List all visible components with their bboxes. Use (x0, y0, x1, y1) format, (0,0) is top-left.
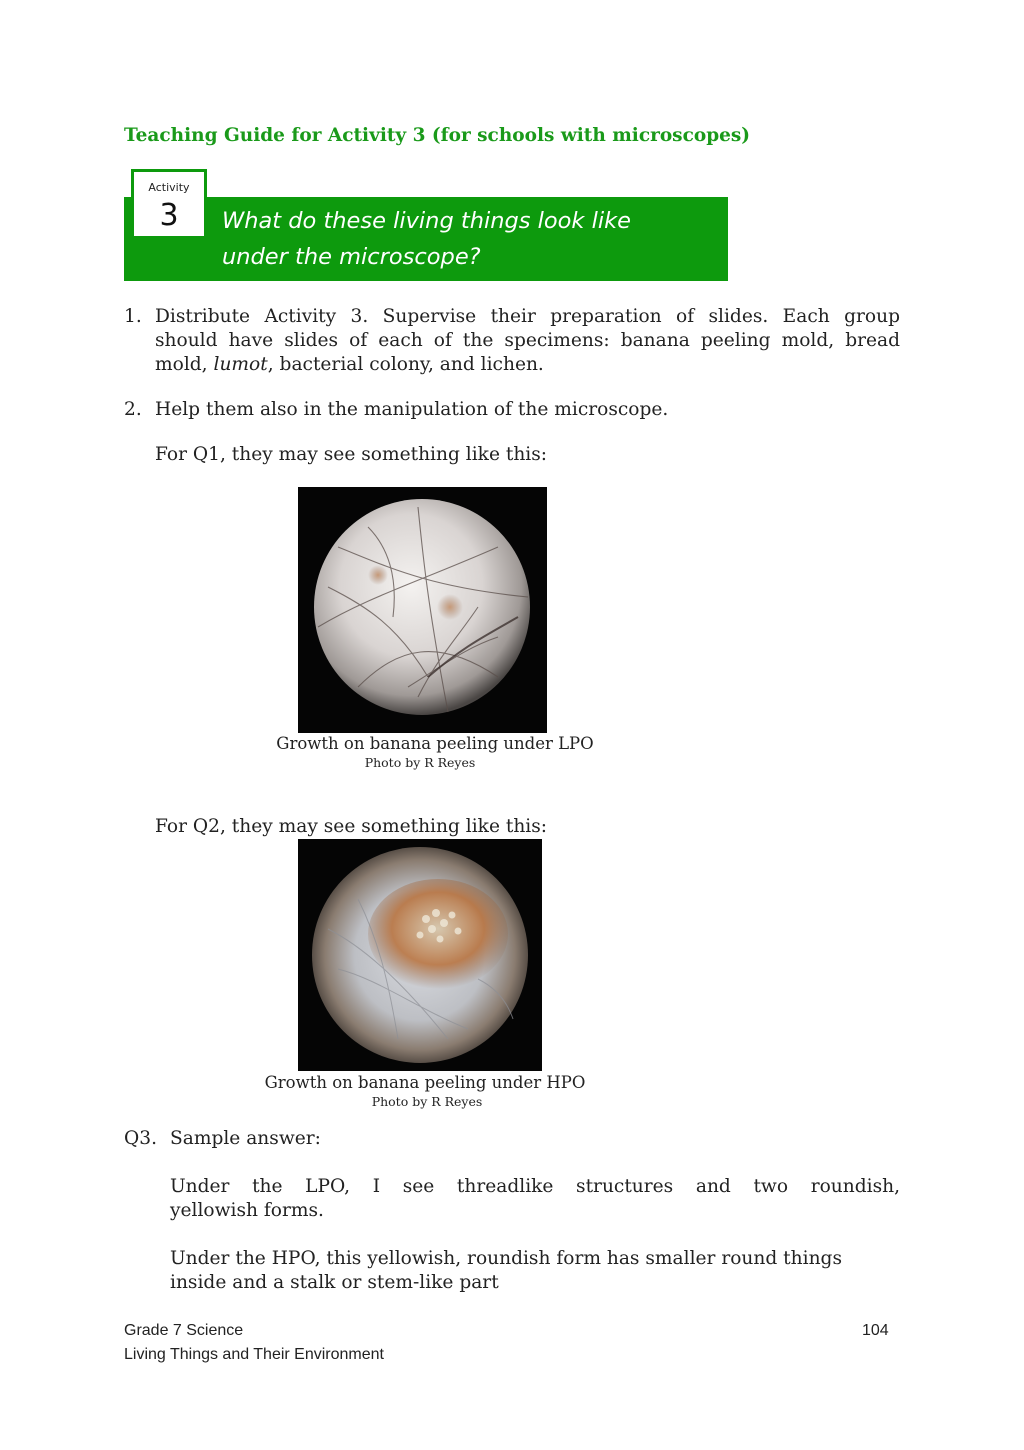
q3-label: Q3. (124, 1128, 157, 1149)
activity-number: 3 (159, 198, 179, 233)
q3-answer-2-line2: inside and a stalk or stem-like part (170, 1272, 499, 1293)
footer-page-number: 104 (862, 1322, 889, 1339)
q3-answer-2 (170, 1247, 900, 1295)
activity-question (222, 203, 631, 275)
q1-intro: For Q1, they may see something like this: (155, 444, 548, 465)
footer-unit: Living Things and Their Environment (124, 1346, 384, 1363)
hpo-credit: Photo by R Reyes (371, 1094, 483, 1109)
hpo-photo (298, 839, 542, 1071)
item-1-line3-b: , bacterial colony, and lichen. (267, 354, 544, 375)
activity-label: Activity (148, 181, 190, 194)
lpo-micrograph-image (298, 487, 547, 733)
activity-question-line2: under the microscope? (222, 244, 481, 270)
lpo-caption: Growth on banana peeling under LPO (276, 734, 594, 753)
item-2-number: 2. (124, 399, 142, 420)
item-1-number: 1. (124, 306, 142, 327)
q2-intro: For Q2, they may see something like this: (155, 816, 548, 837)
q3-answer-1 (170, 1175, 900, 1223)
footer-course: Grade 7 Science (124, 1322, 244, 1339)
item-1-line1: Distribute Activity 3. Supervise their preparation of slides. Each group (155, 306, 900, 327)
item-1-line2: should have slides of each of the specimens: banana peeling mold, bread (155, 330, 900, 351)
item-1-lumot: lumot (213, 354, 268, 375)
item-1-line3 (155, 353, 900, 377)
activity-number-box (131, 169, 207, 239)
q3-answer-2-line1: Under the HPO, this yellowish, roundish form has smaller round things (170, 1248, 842, 1269)
guide-title: Teaching Guide for Activity 3 (for schools with microscopes) (124, 125, 751, 146)
item-2-text: Help them also in the manipulation of the microscope. (155, 399, 669, 420)
q3-answer-1-line1: Under the LPO, I see threadlike structures and two roundish, (170, 1176, 900, 1197)
q3-answer-1-line2: yellowish forms. (170, 1200, 324, 1221)
lpo-credit: Photo by R Reyes (364, 755, 476, 770)
item-1-text (155, 305, 900, 377)
activity-question-line1: What do these living things look like (222, 208, 631, 234)
item-1-line3-a: mold, (155, 354, 214, 375)
hpo-micrograph-image (298, 839, 542, 1071)
lpo-photo (298, 487, 547, 733)
hpo-caption: Growth on banana peeling under HPO (264, 1073, 586, 1092)
q3-heading: Sample answer: (170, 1128, 321, 1149)
